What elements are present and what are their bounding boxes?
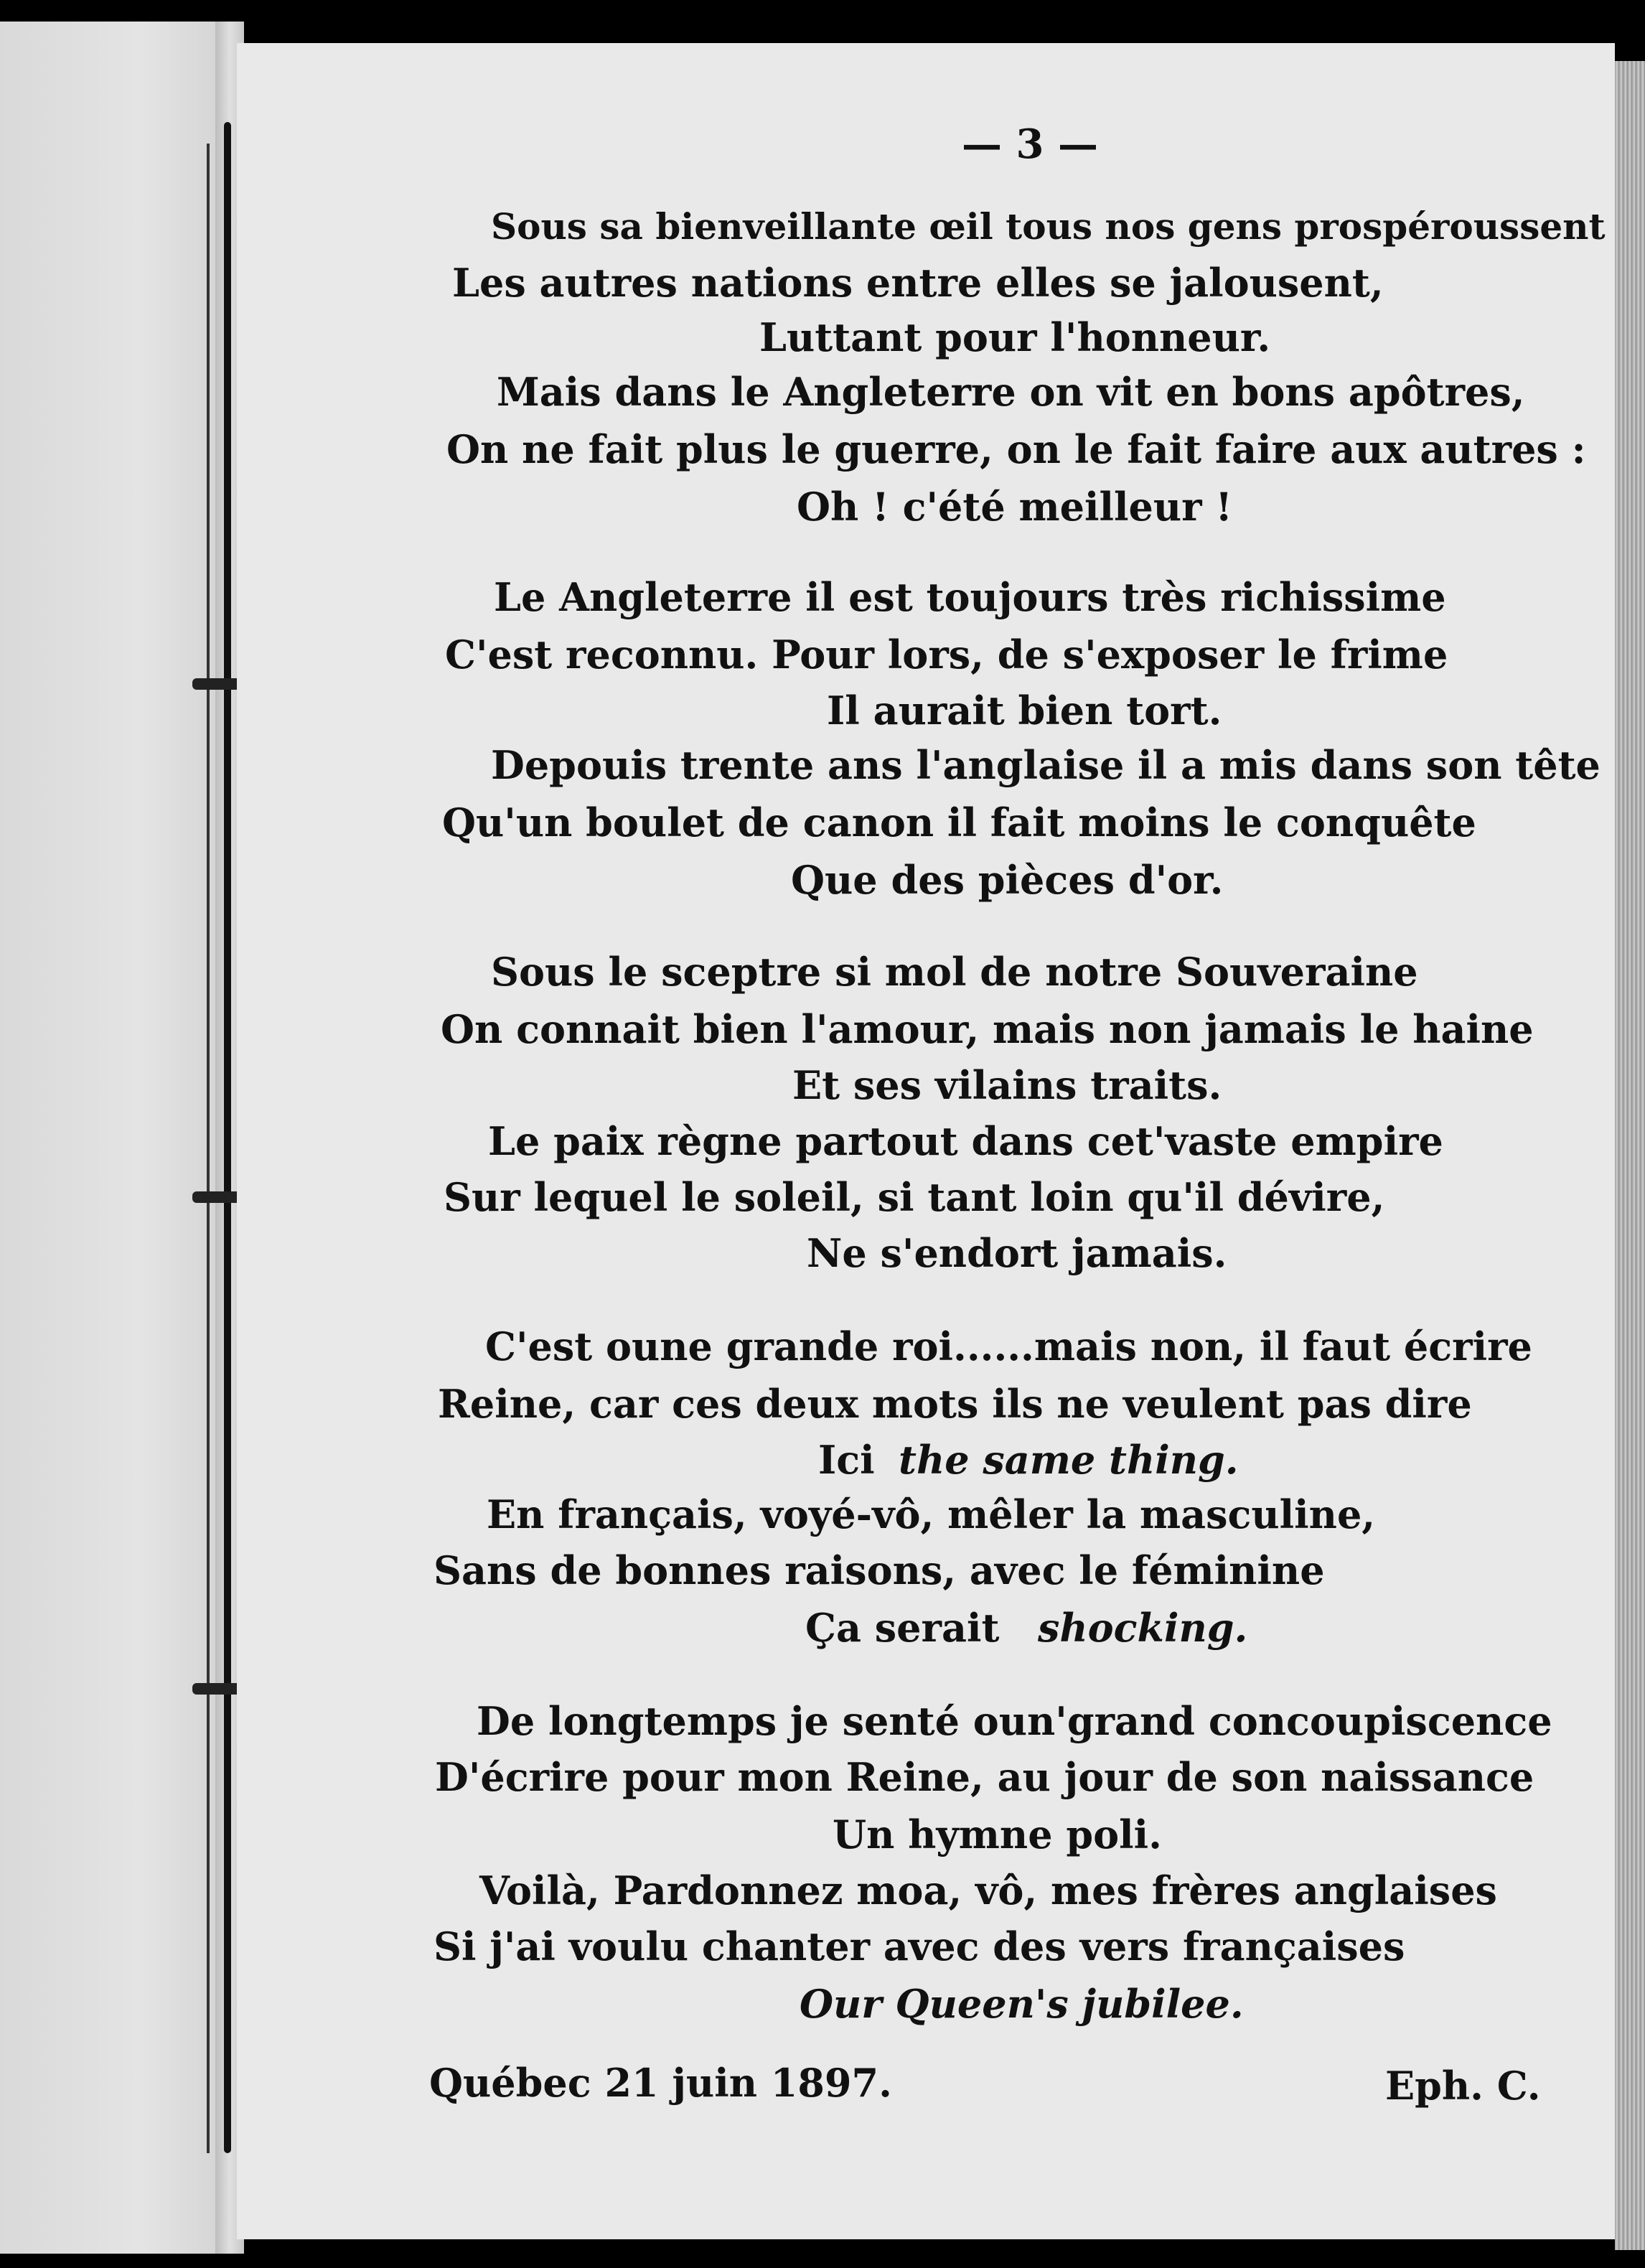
verse-line: Que des pièces d'or. [791, 857, 1224, 903]
verse-line: En français, voyé-vô, mêler la masculine, [487, 1491, 1376, 1537]
verse-line: Sur lequel le soleil, si tant loin qu'il dévire, [444, 1174, 1385, 1220]
place-date: Québec 21 juin 1897. [429, 2060, 892, 2106]
verse-line: Oh ! c'été meilleur ! [797, 484, 1233, 530]
verse-line-italic: Our Queen's jubilee. [800, 1981, 1244, 2027]
verse-line: Mais dans le Angleterre on vit en bons apôtres, [497, 369, 1525, 415]
verse-line: Il aurait bien tort. [827, 688, 1222, 734]
verse-line: Voilà, Pardonnez moa, vô, mes frères anglaises [479, 1868, 1497, 1913]
verse-line: On ne fait plus le guerre, on le fait faire aux autres : [446, 426, 1586, 472]
verse-line: C'est reconnu. Pour lors, de s'exposer le frime [445, 632, 1448, 678]
verse-line: Luttant pour l'honneur. [759, 314, 1271, 360]
verse-line: Qu'un boulet de canon il fait moins le conquête [442, 800, 1476, 845]
verse-line: On connait bien l'amour, mais non jamais le haine [441, 1006, 1534, 1052]
signature: Eph. C. [1385, 2063, 1541, 2109]
verse-line: Et ses vilains traits. [792, 1062, 1222, 1108]
verse-line: Depouis trente ans l'anglaise il a mis dans son tête [491, 742, 1601, 788]
verse-line: D'écrire pour mon Reine, au jour de son naissance [435, 1754, 1534, 1800]
verse-line: Un hymne poli. [833, 1812, 1162, 1857]
page-number: — 3 — [962, 121, 1098, 168]
verse-line: Sous le sceptre si mol de notre Souveraine [491, 949, 1418, 995]
verse-line: Sans de bonnes raisons, avec le féminine [433, 1547, 1325, 1593]
verse-line-italic: the same thing. [899, 1437, 1239, 1483]
verse-line: Ça serait [805, 1605, 1000, 1651]
verse-line: Le paix règne partout dans cet'vaste empire [488, 1118, 1443, 1164]
verse-line: Si j'ai voulu chanter avec des vers françaises [433, 1923, 1405, 1969]
verse-line: Reine, car ces deux mots ils ne veulent pas dire [438, 1381, 1472, 1427]
verse-line: Ne s'endort jamais. [807, 1230, 1227, 1276]
verse-line-italic: shocking. [1038, 1605, 1248, 1651]
verse-line: Sous sa bienveillante œil tous nos gens prospéroussent [491, 205, 1606, 248]
verse-line: Ici [818, 1437, 875, 1483]
verse-line: Les autres nations entre elles se jalousent, [452, 260, 1384, 306]
verse-line: Le Angleterre il est toujours très richissime [494, 574, 1446, 620]
verse-line: De longtemps je senté oun'grand concoupiscence [477, 1698, 1552, 1744]
verse-line: C'est oune grande roi......mais non, il faut écrire [485, 1323, 1532, 1369]
